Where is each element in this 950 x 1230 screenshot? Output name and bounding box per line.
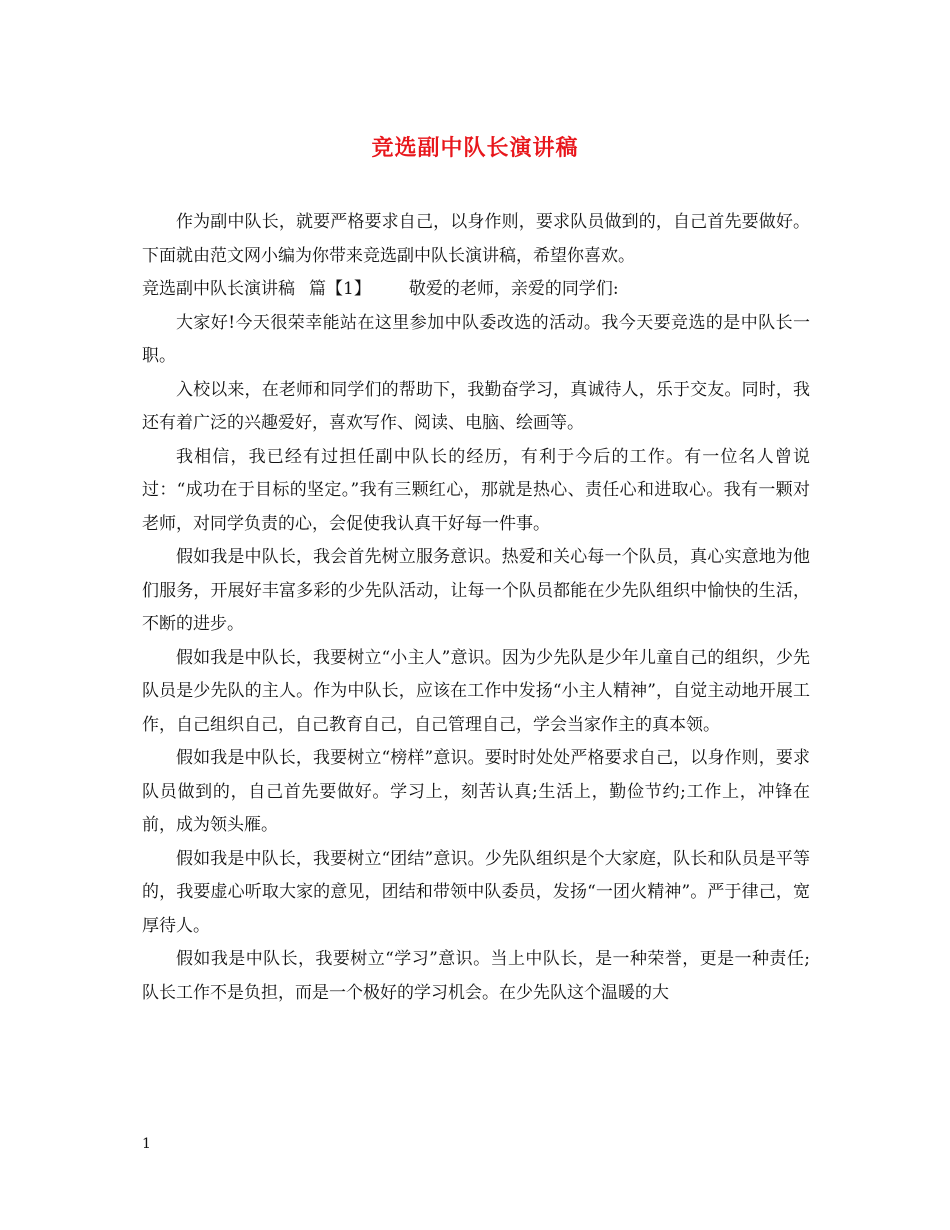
intro-paragraph: 作为副中队长，就要严格要求自己，以身作则，要求队员做到的，自己首先要做好。下面就由范文网小编为你带来竞选副中队长演讲稿，希望你喜欢。	[142, 212, 810, 266]
body-paragraph: 入校以来，在老师和同学们的帮助下，我勤奋学习，真诚待人，乐于交友。同时，我还有着广泛的兴趣爱好，喜欢写作、阅读、电脑、绘画等。	[142, 379, 810, 433]
section-heading: 竞选副中队长演讲稿	[142, 279, 295, 299]
section-number: 篇【1】	[309, 279, 371, 299]
body-paragraph: 假如我是中队长，我要树立“小主人”意识。因为少先队是少年儿童自己的组织，少先队员是少先队的主人。作为中队长，应该在工作中发扬“小主人精神”，自觉主动地开展工作，自己组织自己，自己教育自己，自己管理自己，学会当家作主的真本领。	[142, 647, 810, 735]
body-paragraph: 假如我是中队长，我要树立“榜样”意识。要时时处处严格要求自己，以身作则，要求队员做到的，自己首先要做好。学习上，刻苦认真;生活上，勤俭节约;工作上，冲锋在前，成为领头雁。	[142, 748, 810, 835]
document-body	[142, 206, 810, 1010]
body-paragraph: 假如我是中队长，我要树立“团结”意识。少先队组织是个大家庭，队长和队员是平等的，我要虚心听取大家的意见，团结和带领中队委员，发扬“一团火精神”。严于律己，宽厚待人。	[142, 848, 810, 936]
body-paragraph: 假如我是中队长，我会首先树立服务意识。热爱和关心每一个队员，真心实意地为他们服务，开展好丰富多彩的少先队活动，让每一个队员都能在少先队组织中愉快的生活，不断的进步。	[142, 547, 810, 634]
greeting: 敬爱的老师，亲爱的同学们:	[408, 279, 619, 299]
body-paragraph: 我相信，我已经有过担任副中队长的经历，有利于今后的工作。有一位名人曾说过：“成功在于目标的坚定。”我有三颗红心，那就是热心、责任心和进取心。我有一颗对老师，对同学负责的心，会促使我认真干好每一件事。	[142, 446, 810, 534]
body-paragraph: 大家好!今天很荣幸能站在这里参加中队委改选的活动。我今天要竞选的是中队长一职。	[142, 312, 810, 366]
body-paragraph: 假如我是中队长，我要树立“学习”意识。当上中队长，是一种荣誉，更是一种责任;队长工作不是负担，而是一个极好的学习机会。在少先队这个温暖的大	[142, 949, 810, 1003]
page-number: 1	[142, 1136, 151, 1152]
document-title: 竞选副中队长演讲稿	[371, 135, 579, 161]
section-heading-line	[142, 273, 810, 307]
